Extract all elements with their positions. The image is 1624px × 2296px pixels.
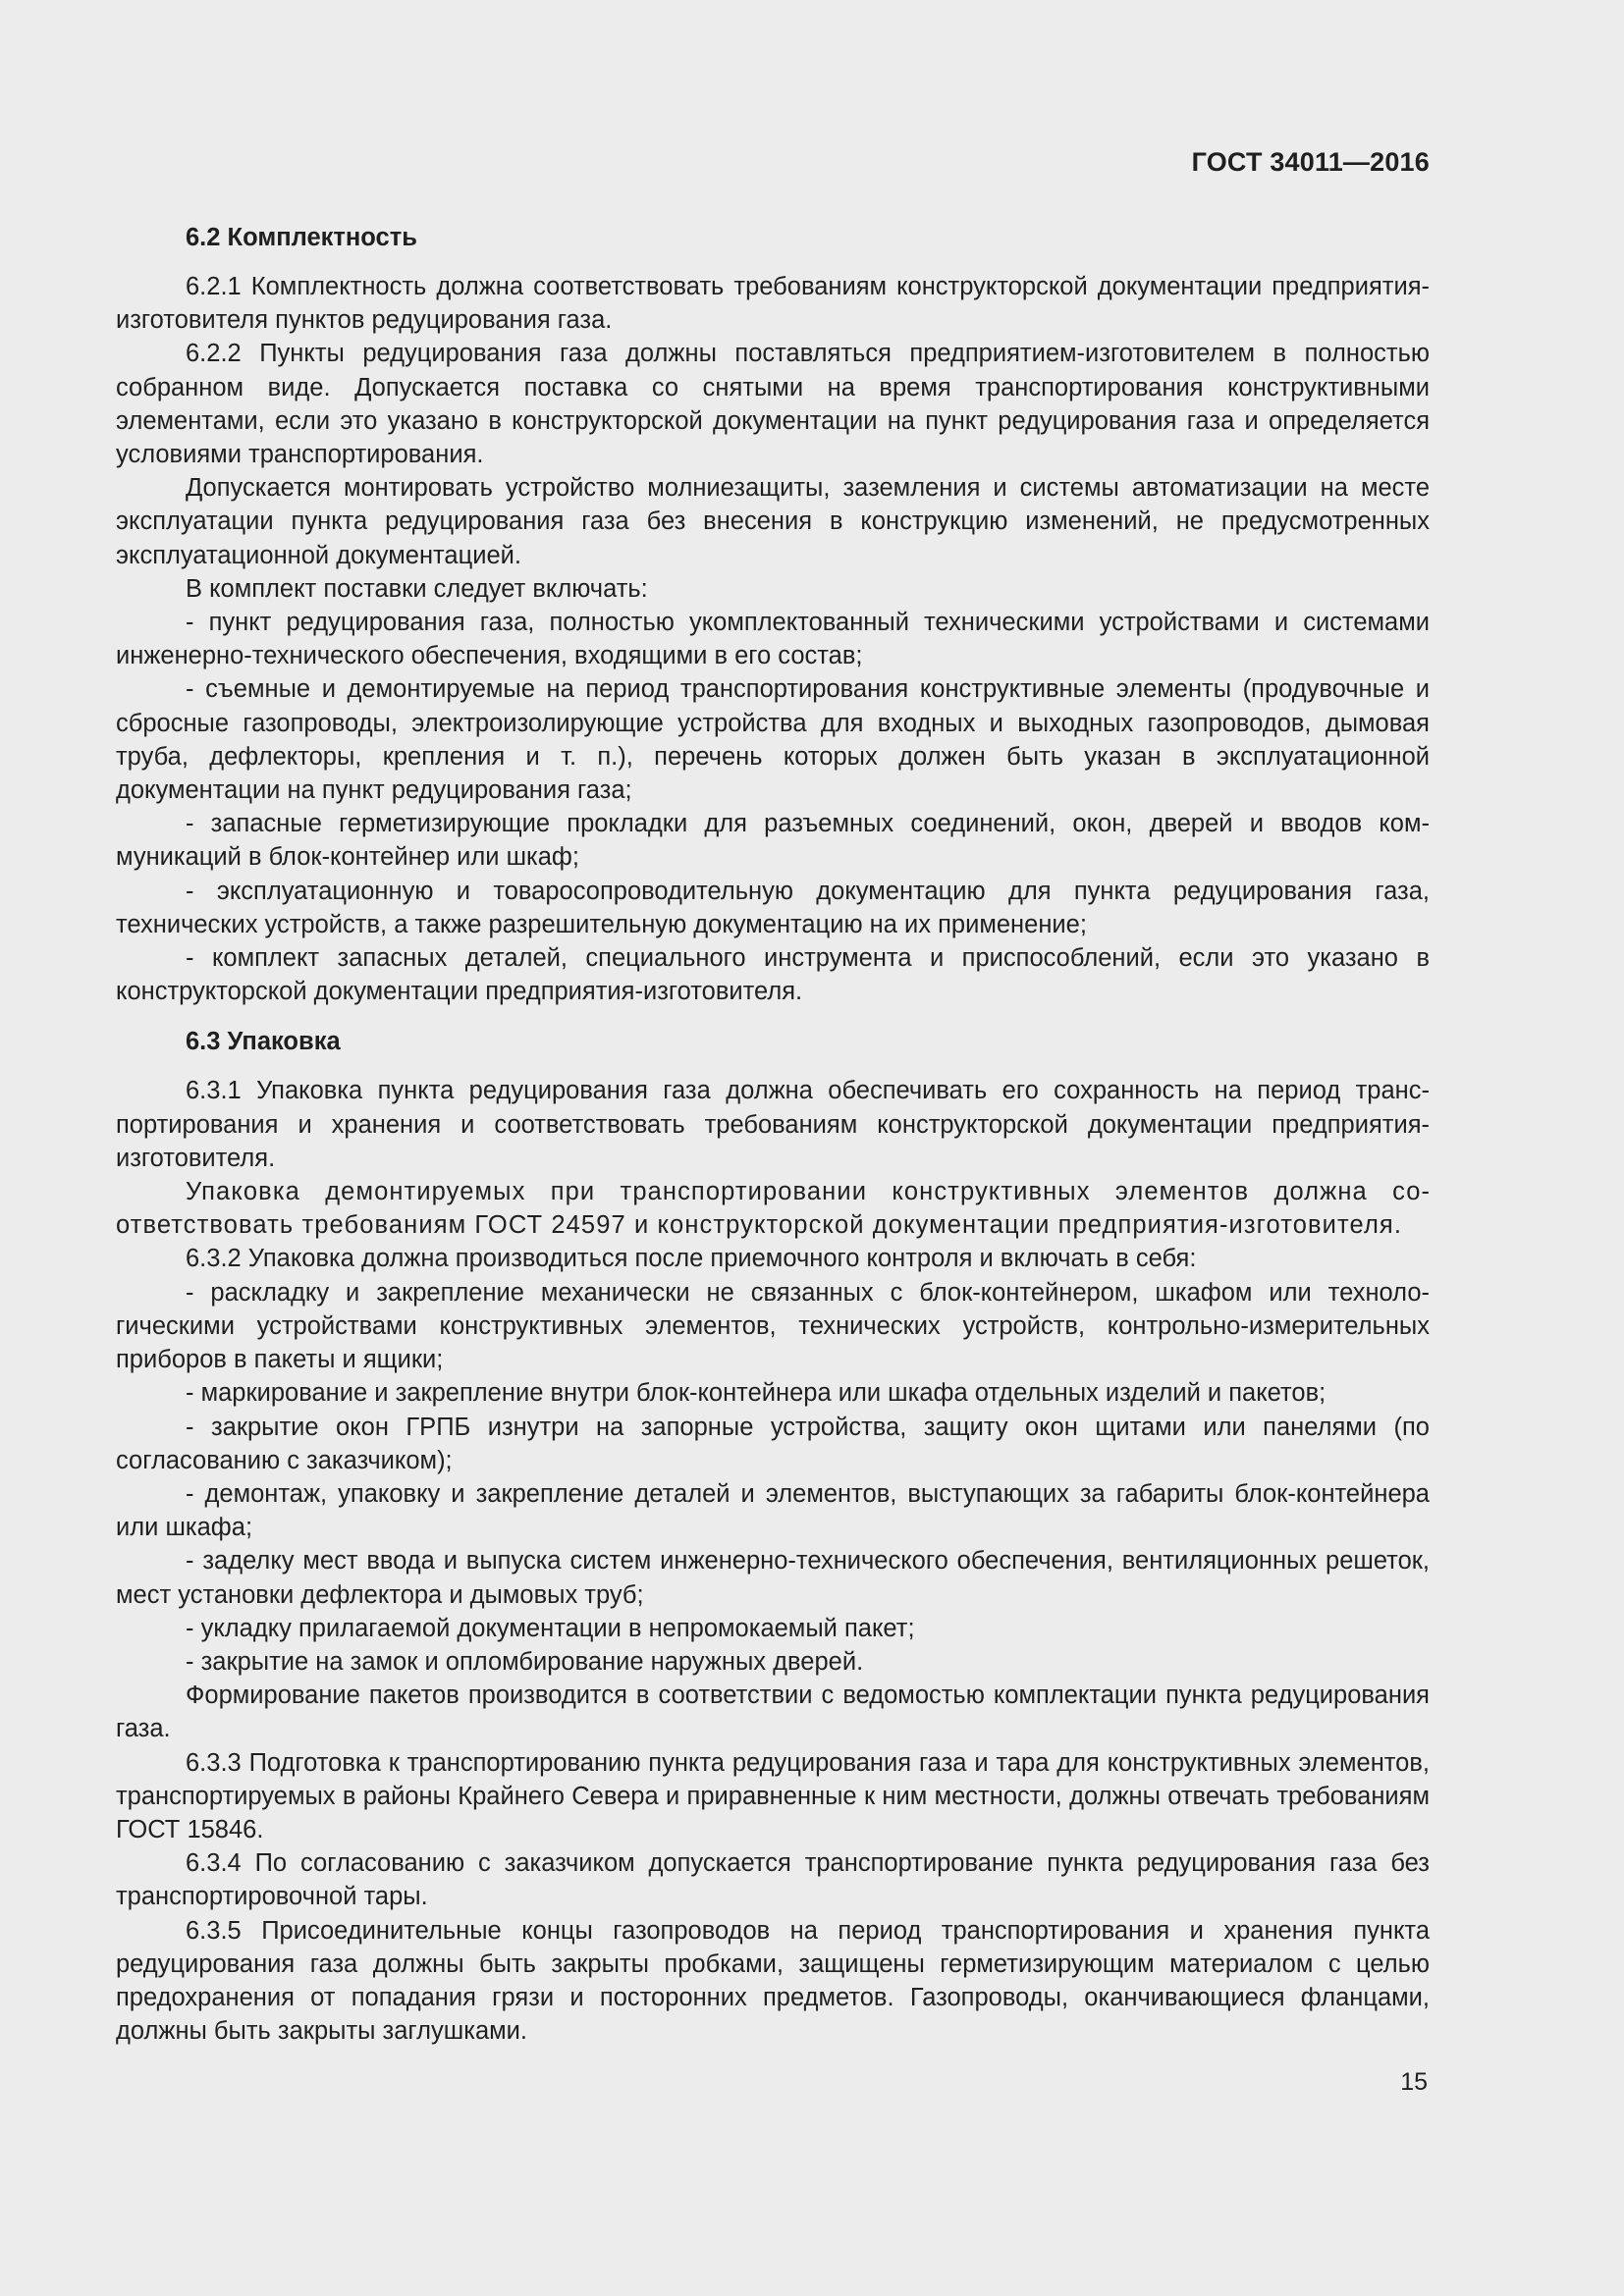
page-number: 15 xyxy=(1400,2068,1428,2096)
list-item: - закрытие на замок и опломбирование наружных дверей. xyxy=(186,1647,864,1676)
paragraph: Формирование пакетов производится в соответствии с ведомостью комплектации пункта редуцирования газа. xyxy=(116,1682,1430,1743)
list-item: - демонтаж, упаковку и закрепление деталей и элементов, выступающих за габариты блок-контейнера или шкафа; xyxy=(116,1479,1430,1542)
list-item: - закрытие окон ГРПБ изнутри на запорные устройства, защиту окон щитами или панелями (по согласованию с заказчиком); xyxy=(116,1413,1430,1474)
paragraph: 6.3.4 По согласованию с заказчиком допускается транспортирование пункта редуцирования газа без транспортировочной тары. xyxy=(116,1849,1430,1911)
list-item: - эксплуатационную и товаросопроводительную документацию для пункта редуцирования газа, технических устройств, а также разрешительную документацию на их применение; xyxy=(116,877,1430,938)
list-item: - запасные герметизирующие прокладки для разъемных соединений, окон, дверей и вводов коммуникаций в блок-контейнер или шкаф; xyxy=(116,810,1430,872)
list-item: - комплект запасных деталей, специального инструмента и приспособлений, если это указано в конструкторской документации предприятия-изготовителя. xyxy=(116,944,1430,1006)
paragraph: 6.3.2 Упаковка должна производиться после приемочного контроля и включать в себя: xyxy=(186,1245,1197,1273)
document-body xyxy=(116,221,1430,2048)
list-item: - съемные и демонтируемые на период транспортирования конструктивные элементы (продувочные и сбросные газопроводы, электроизолирующие устройства для входных и выходных газопроводов, дымовая труба, дефлекторы, крепления и т. п.), перечень которых должен быть указан в эксплуатационной документации на пункт редуцирования газа; xyxy=(116,675,1430,805)
standard-code: ГОСТ 34011—2016 xyxy=(1191,147,1430,177)
section-heading: 6.3 Упаковка xyxy=(186,1028,341,1056)
paragraph: 6.3.1 Упаковка пункта редуцирования газа должна обеспечивать его сохранность на период транспортирования и хранения и соответствовать требованиям конструкторской документации предприятия-изготовителя. xyxy=(116,1077,1430,1172)
paragraph: 6.2.2 Пункты редуцирования газа должны поставляться предприятием-изготовителем в полностью собранном виде. Допускается поставка со снятыми на время транспортирования конструктивными элементами, если это указано в конструкторской документации на пункт редуцирования газа и определяется условиями транспортирования. xyxy=(116,340,1430,469)
paragraph: 6.3.5 Присоединительные концы газопроводов на период транспортирования и хранения пункта редуцирования газа должны быть закрыты пробками, защищены герметизирующим материалом с целью предохранения от попадания грязи и посторонних предметов. Газопроводы, оканчивающиеся фланцами, должны быть закрыты заглушками. xyxy=(116,1916,1430,2046)
paragraph: В комплект поставки следует включать: xyxy=(186,574,648,603)
list-item: - заделку мест ввода и выпуска систем инженерно-технического обеспечения, вентиляционных решеток, мест установки дефлектора и дымовых труб; xyxy=(116,1547,1430,1609)
list-item: - маркирование и закрепление внутри блок-контейнера или шкафа отдельных изделий и пакетов; xyxy=(186,1379,1326,1408)
paragraph: 6.3.3 Подготовка к транспортированию пункта редуцирования газа и тара для конструктивных элементов, транспортируемых в районы Крайнего Севера и приравненные к ним местности, должны отвечать требованиям ГОСТ 15846. xyxy=(116,1748,1430,1843)
list-item: - укладку прилагаемой документации в непромокаемый пакет; xyxy=(186,1614,915,1642)
paragraph: Допускается монтировать устройство молниезащиты, заземления и системы автоматизации на месте эксплуатации пункта редуцирования газа без внесения в конструкцию изменений, не предусмотренных эксплуатационной документацией. xyxy=(116,474,1430,569)
list-item: - раскладку и закрепление механически не связанных с блок-контейнером, шкафом или технологическими устройствами конструктивных элементов, технических устройств, контрольно-измерительных приборов в пакеты и ящики; xyxy=(116,1278,1430,1374)
section-heading: 6.2 Комплектность xyxy=(186,224,417,251)
paragraph: 6.2.1 Комплектность должна соответствовать требованиям конструкторской документации предприятия-изготовителя пунктов редуцирования газа. xyxy=(116,273,1430,335)
paragraph: Упаковка демонтируемых при транспортировании конструктивных элементов должна соответствовать требованиям ГОСТ 24597 и конструкторской документации предприятия-изготовителя. xyxy=(116,1178,1430,1240)
list-item: - пункт редуцирования газа, полностью укомплектованный техническими устройствами и системами инженерно-технического обеспечения, входящими в его состав; xyxy=(116,609,1430,670)
